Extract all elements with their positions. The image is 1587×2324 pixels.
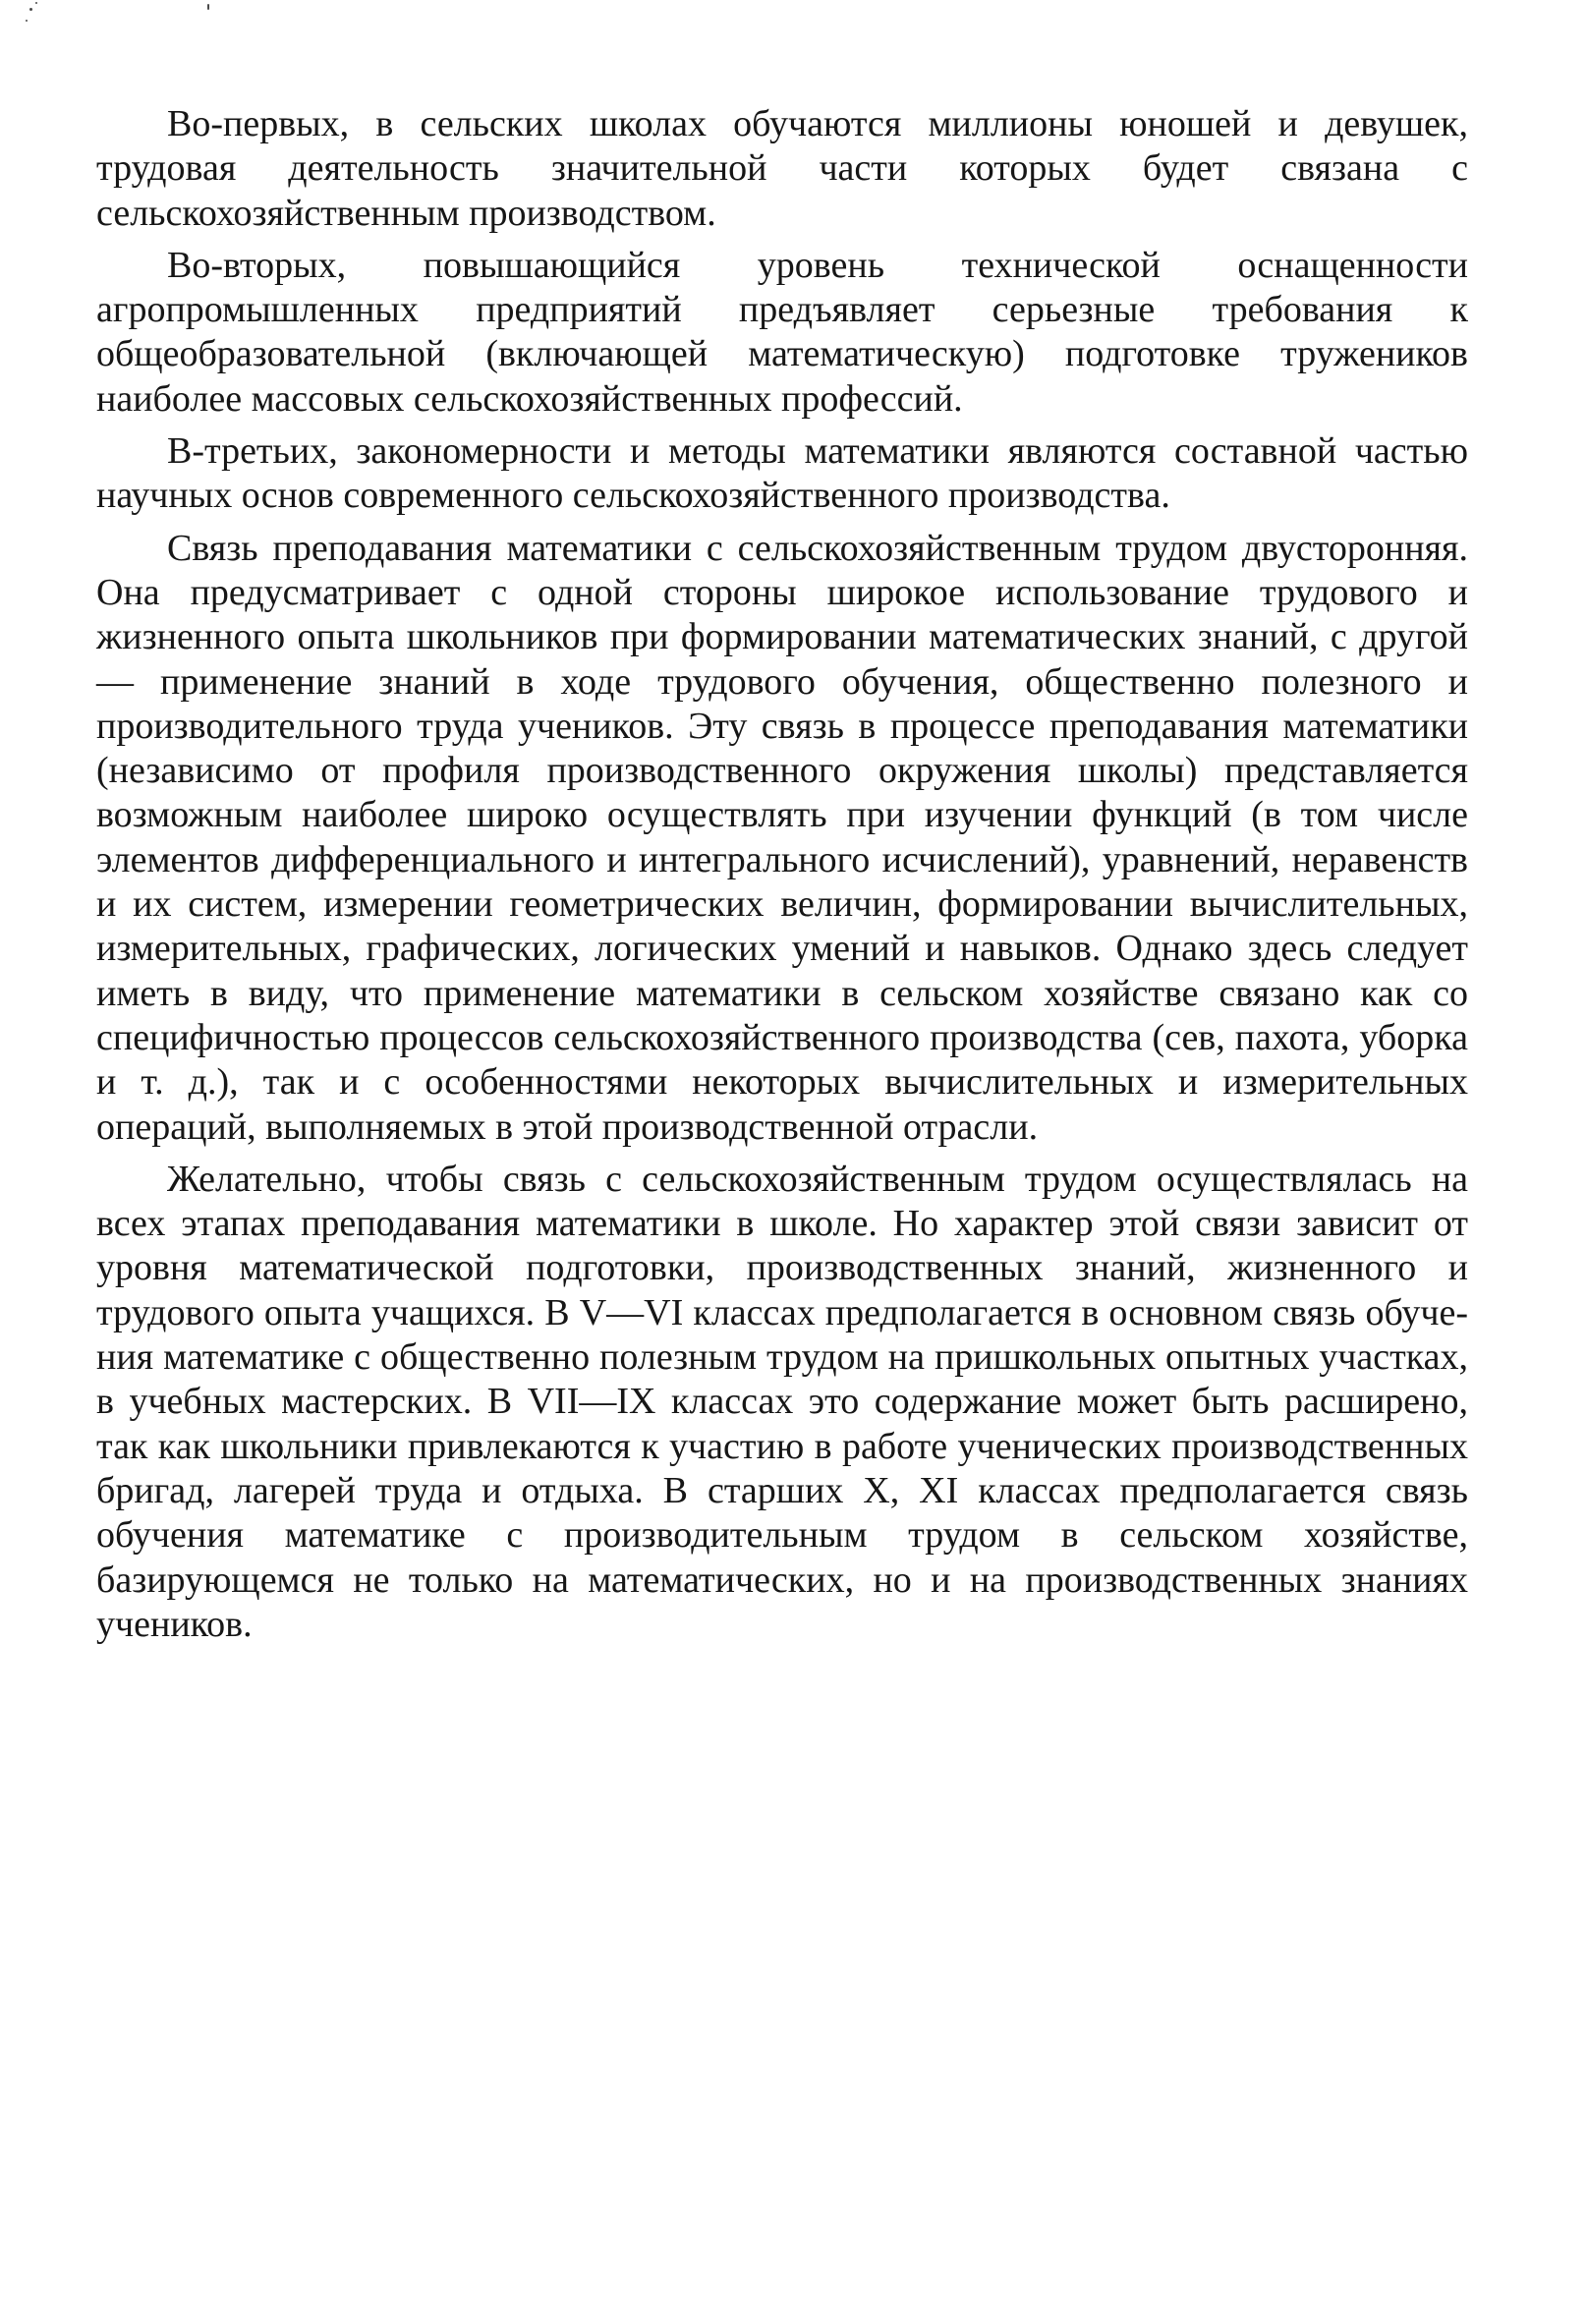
- scan-speck: [29, 8, 32, 11]
- scan-speck: [207, 4, 209, 10]
- paragraph-third: В-третьих, закономерности и методы математики являются составной частью научных основ современного сельскохозяйственного производства.: [96, 430, 1468, 517]
- paragraph-link-description: Связь преподавания математики с сельскохозяйственным трудом двусторонняя. Она предусматривает с одной стороны широкое использование трудового и жизненного опыта школьников при формировании математических знаний, с другой — применение знаний в ходе трудового обучения, общественно полезного и производительного труда учеников. Эту связь в процессе преподавания математики (независимо от профиля производственного окружения школы) представляется возможным наиболее широко осуществлять при изучении функций (в том числе элементов дифференциального и интегрального исчислений), уравнений, неравенств и их систем, измерении геометрических величин, формировании вычислительных, измерительных, графических, логических умений и навыков. Однако здесь следует иметь в виду, что применение математики в сельском хозяйстве связано как со специфичностью процессов сельскохозяйственного производства (сев, пахота, уборка и т. д.), так и с особенностями некоторых вычислительных и измерительных операций, выполняемых в этой производственной отрасли.: [96, 527, 1468, 1148]
- paragraph-first: Во-первых, в сельских школах обучаются миллионы юношей и девушек, трудовая деятельность значительной части которых будет связана с сельскохозяйственным производством.: [96, 103, 1468, 234]
- scan-speck: [26, 20, 28, 22]
- scan-speck: [35, 2, 37, 4]
- page-text: [96, 102, 1468, 1647]
- paragraph-stages: Желательно, чтобы связь с сельскохозяйственным трудом осуществлялась на всех этапах преподавания математики в школе. Но характер этой связи зависит от уровня математической подготовки, производственных знаний, жизненного и трудового опыта учащихся. В V—VI классах предполагается в основном связь обучения математике с общественно полезным трудом на пришкольных опытных участках, в учебных мастерских. В VII—IX классах это содержание может быть расширено, так как школьники привлекаются к участию в работе ученических производственных бригад, лагерей труда и отдыха. В старших X, XI классах предполагается связь обучения математике с производительным трудом в сельском хозяйстве, базирующемся не только на математических, но и на производственных знаниях учеников.: [96, 1158, 1468, 1645]
- paragraph-second: Во-вторых, повышающийся уровень технической оснащенности агропромышленных предприятий предъявляет серьезные требования к общеобразовательной (включающей математическую) подготовке тружеников наиболее массовых сельскохозяйственных профессий.: [96, 244, 1468, 420]
